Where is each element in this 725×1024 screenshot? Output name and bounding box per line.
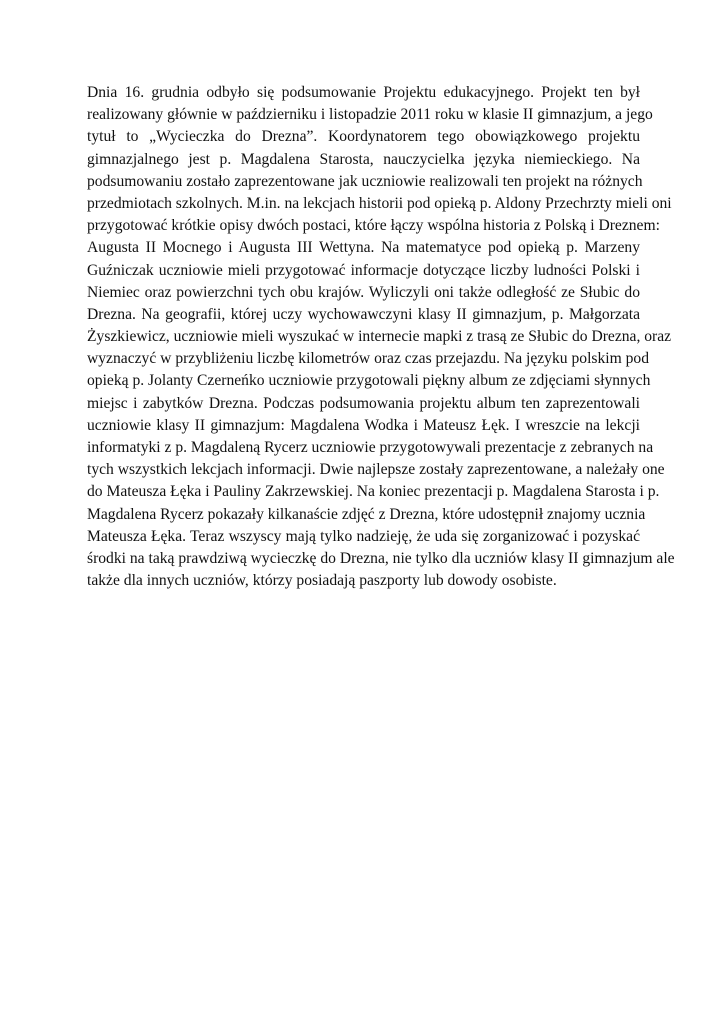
paragraph-line-23: także dla innych uczniów, którzy posiadają paszporty lub dowody osobiste. <box>87 572 557 590</box>
paragraph-line-1: Dnia 16. grudnia odbyło się podsumowanie Projektu edukacyjnego. Projekt ten był <box>87 84 640 101</box>
paragraph-line-11: Drezna. Na geografii, której uczy wychowawczyni klasy II gimnazjum, p. Małgorzata <box>87 305 640 323</box>
paragraph-line-4: gimnazjalnego jest p. Magdalena Starosta, nauczycielka języka niemieckiego. Na <box>87 150 640 168</box>
paragraph-line-13: wyznaczyć w przybliżeniu liczbę kilometrów oraz czas przejazdu. Na języku polskim pod <box>87 350 650 368</box>
article-paragraph <box>87 82 675 592</box>
paragraph-line-21: Mateusza Łęka. Teraz wszyscy mają tylko nadzieję, że uda się zorganizować i pozyskać <box>87 527 640 545</box>
paragraph-line-5: podsumowaniu zostało zaprezentowane jak uczniowie realizowali ten projekt na różnych <box>87 172 643 190</box>
paragraph-line-18: tych wszystkich lekcjach informacji. Dwie najlepsze zostały zaprezentowane, a należały one <box>87 461 665 479</box>
paragraph-line-17: informatyki z p. Magdaleną Rycerz uczniowie przygotowywali prezentacje z zebranych na <box>87 439 654 456</box>
paragraph-line-6: przedmiotach szkolnych. M.in. na lekcjach historii pod opieką p. Aldony Przechrzty mieli oni <box>87 194 672 212</box>
paragraph-line-8: Augusta II Mocnego i Augusta III Wettyna. Na matematyce pod opieką p. Marzeny <box>87 239 640 257</box>
paragraph-line-9: Guźniczak uczniowie mieli przygotować informacje dotyczące liczby ludności Polski i <box>87 261 640 279</box>
paragraph-line-20: Magdalena Rycerz pokazały kilkanaście zdjęć z Drezna, które udostępnił znajomy ucznia <box>87 505 646 523</box>
paragraph-line-15: miejsc i zabytków Drezna. Podczas podsumowania projektu album ten zaprezentowali <box>87 394 640 412</box>
paragraph-line-14: opieką p. Jolanty Czerneńko uczniowie przygotowali piękny album ze zdjęciami słynnych <box>87 372 651 390</box>
paragraph-line-22: środki na taką prawdziwą wycieczkę do Drezna, nie tylko dla uczniów klasy II gimnazjum ale <box>87 549 675 567</box>
paragraph-line-3: tytuł to „Wycieczka do Drezna”. Koordynatorem tego obowiązkowego projektu <box>87 128 640 146</box>
paragraph-line-16: uczniowie klasy II gimnazjum: Magdalena Wodka i Mateusz Łęk. I wreszcie na lekcji <box>87 416 640 434</box>
paragraph-line-12: Żyszkiewicz, uczniowie mieli wyszukać w internecie mapki z trasą ze Słubic do Drezna, oraz <box>87 328 672 346</box>
paragraph-line-7: przygotować krótkie opisy dwóch postaci, które łączy wspólna historia z Polską i Dreznem: <box>87 217 660 235</box>
paragraph-line-10: Niemiec oraz powierzchni tych obu krajów. Wyliczyli oni także odległość ze Słubic do <box>87 283 640 301</box>
paragraph-line-2: realizowany głównie w październiku i listopadzie 2011 roku w klasie II gimnazjum, a jego <box>87 106 653 124</box>
paragraph-line-19: do Mateusza Łęka i Pauliny Zakrzewskiej. Na koniec prezentacji p. Magdalena Starosta i p. <box>87 483 660 501</box>
